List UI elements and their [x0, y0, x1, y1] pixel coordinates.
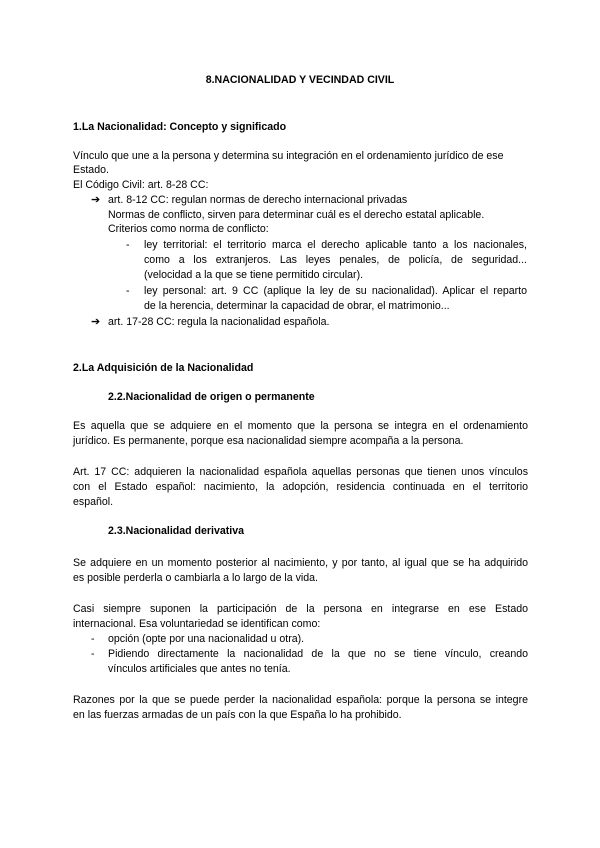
s2-paragraph-2-line-1: Art. 17 CC: adquieren la nacionalidad española aquellas personas que tienen unos vínculos: [73, 466, 528, 478]
arrow-bullet-icon: ➔: [91, 316, 101, 328]
s2-paragraph-3-line-2: es posible perderla o cambiarla a lo largo de la vida.: [73, 572, 318, 584]
s2-paragraph-3-line-1: Se adquiere en un momento posterior al nacimiento, y por tanto, al igual que se ha adquirido: [73, 557, 528, 569]
s1-bullet-1-line-3: Criterios como norma de conflicto:: [108, 223, 269, 235]
s2-paragraph-5-line-2: en las fuerzas armadas de un país con la que España lo ha prohibido.: [73, 709, 402, 721]
dash-bullet: -: [91, 633, 95, 645]
s1-paragraph-1-line-1: Vínculo que une a la persona y determina su integración en el ordenamiento jurídico de ese: [73, 150, 504, 162]
dash-bullet: -: [126, 239, 130, 251]
s1-paragraph-2: El Código Civil: art. 8-28 CC:: [73, 179, 209, 191]
s2-paragraph-2-line-2: con el Estado español: nacimiento, la adopción, residencia continuada en el territorio: [73, 481, 528, 493]
s2-dash-2-line-2: vínculos artificiales que antes no tenía.: [108, 663, 291, 675]
s2-dash-2-line-1: Pidiendo directamente la nacionalidad de la que no se tiene vínculo, creando: [108, 648, 528, 660]
dash-bullet: -: [91, 648, 95, 660]
dash-bullet: -: [126, 285, 130, 297]
s2-paragraph-5-line-1: Razones por la que se puede perder la nacionalidad española: porque la persona se integre: [73, 694, 528, 706]
s1-bullet-2: art. 17-28 CC: regula la nacionalidad española.: [108, 316, 330, 328]
s1-dash-1-line-2: como a los extranjeros. Las leyes penales, de policía, de seguridad...: [144, 254, 527, 266]
arrow-bullet-icon: ➔: [91, 194, 101, 206]
document-title: 8.NACIONALIDAD Y VECINDAD CIVIL: [205, 74, 395, 86]
s2-paragraph-2-line-3: español.: [73, 496, 114, 508]
s1-paragraph-1-line-2: Estado.: [73, 164, 109, 176]
s1-dash-2-line-2: de la herencia, determinar la capacidad de obrar, el matrimonio...: [144, 300, 450, 312]
s2-dash-1: opción (opte por una nacionalidad u otra).: [108, 633, 305, 645]
s2-paragraph-4-line-1: Casi siempre suponen la participación de la persona en integrarse en ese Estado: [73, 603, 528, 615]
s1-dash-2-line-1: ley personal: art. 9 CC (aplique la ley de su nacionalidad). Aplicar el reparto: [144, 285, 527, 297]
s1-dash-1-line-3: (velocidad a la que se tiene permitido circular).: [144, 269, 364, 281]
subsection-2-2-heading: 2.2.Nacionalidad de origen o permanente: [108, 391, 315, 403]
section-1-heading: 1.La Nacionalidad: Concepto y significado: [73, 121, 287, 133]
s2-paragraph-4-line-2: internacional. Esa voluntariedad se identifican como:: [73, 618, 321, 630]
subsection-2-3-heading: 2.3.Nacionalidad derivativa: [108, 525, 245, 537]
section-2-heading: 2.La Adquisición de la Nacionalidad: [73, 362, 254, 374]
s2-paragraph-1-line-2: jurídico. Es permanente, porque esa nacionalidad siempre acompaña a la persona.: [73, 435, 464, 447]
s2-paragraph-1-line-1: Es aquella que se adquiere en el momento que la persona se integra en el ordenamiento: [73, 420, 528, 432]
s1-bullet-1-line-1: art. 8-12 CC: regulan normas de derecho internacional privadas: [108, 194, 408, 206]
s1-bullet-1-line-2: Normas de conflicto, sirven para determinar cuál es el derecho estatal aplicable.: [108, 209, 485, 221]
s1-dash-1-line-1: ley territorial: el territorio marca el derecho aplicable tanto a los nacionales,: [144, 239, 527, 251]
